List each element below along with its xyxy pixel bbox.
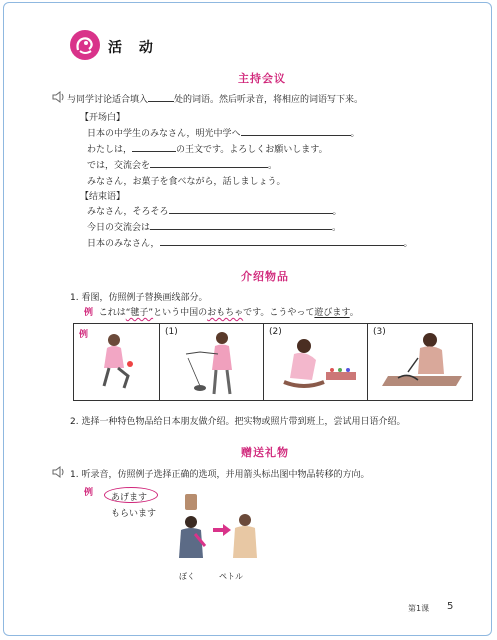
instruction-1 [67,92,363,105]
example-keyword: おもちゃ [207,308,244,318]
example-keyword: 遊びます [314,308,350,318]
blank [148,93,174,102]
line-text: 。 [350,129,360,139]
answer-blank[interactable] [150,221,332,230]
instruction-1-a: 与同学讨论适合填入 [67,95,149,105]
example-text: 。 [349,308,359,318]
section3-question-1: 1. 听录音，仿照例子选择正确的选项，并用箭头标出图中物品转移的方向。 [70,470,370,480]
line-text: 日本のみなさん， [87,239,160,249]
example-text: という中国の [153,308,208,318]
picture-panels [73,323,473,401]
closing-tag: 【结束语】 [80,192,126,202]
section3-example-label: 例 [84,488,94,498]
section-title-host-meeting: 主持会议 [238,72,286,85]
opening-line-2 [87,142,328,155]
line-text: 。 [403,239,413,249]
page-number: 5 [447,601,454,612]
option-moraimasu[interactable]: もらいます [111,509,157,519]
answer-blank[interactable] [132,143,176,152]
opening-line-4: みなさん，お菓子を食べながら，話しましょう。 [87,177,286,187]
answer-blank[interactable] [169,205,333,214]
example-text: これは [98,308,126,318]
audio-speaker-icon[interactable] [52,466,66,478]
section2-question-2: 2. 选择一种特色物品给日本朋友做介绍。把实物或照片带到班上，尝试用日语介绍。 [70,417,406,427]
audio-speaker-icon[interactable] [52,91,66,103]
answer-blank[interactable] [150,159,268,168]
example-label: 例 [84,308,94,318]
closing-line-3 [87,236,413,249]
panel-1 [160,324,264,400]
answer-blank[interactable] [160,237,404,246]
arrow-right-icon [213,524,231,536]
line-text: では，交流会を [87,161,151,171]
section-title-give-gift: 赠送礼物 [241,446,289,459]
page-title: 活 动 [108,40,159,56]
line-text: 。 [268,161,278,171]
person-petoru: ペトル [219,572,243,581]
panel-example [74,324,160,400]
section2-example [84,305,359,318]
line-text: の王文です。よろしくお願いします。 [176,145,328,155]
gift-exchange-illustration [165,494,275,568]
line-text: 今日の交流会は [87,223,151,233]
instruction-1-b: 处的词语。然后听录音，将相应的词语写下来。 [174,95,364,105]
example-text: です。こうやって [243,308,315,318]
line-text: 日本の中学生のみなさん，明光中学へ [87,129,241,139]
section-title-introduce-item: 介绍物品 [241,270,289,283]
closing-line-1 [87,204,342,217]
line-text: 。 [332,223,342,233]
panel-label: (2) [269,327,282,337]
activity-logo-icon [70,30,100,60]
line-text: 。 [332,207,342,217]
panel-label: (1) [165,327,178,337]
example-keyword: “毽子” [125,308,154,318]
opening-line-1 [87,126,360,139]
answer-blank[interactable] [241,127,351,136]
section2-question-1: 1. 看图，仿照例子替换画线部分。 [70,293,208,303]
opening-tag: 【开场白】 [80,113,126,123]
line-text: みなさん，そろそろ [87,207,169,217]
closing-line-2 [87,220,341,233]
panel-label: 例 [79,330,89,340]
panel-2 [264,324,368,400]
line-text: わたしは， [87,145,133,155]
person-boku: ぼく [179,572,195,581]
panel-label: (3) [373,327,386,337]
lesson-label: 第1课 [408,604,430,613]
option-agemasu[interactable]: あげます [111,493,148,503]
gift-box-icon [185,494,197,510]
opening-line-3 [87,158,277,171]
panel-3 [368,324,472,400]
